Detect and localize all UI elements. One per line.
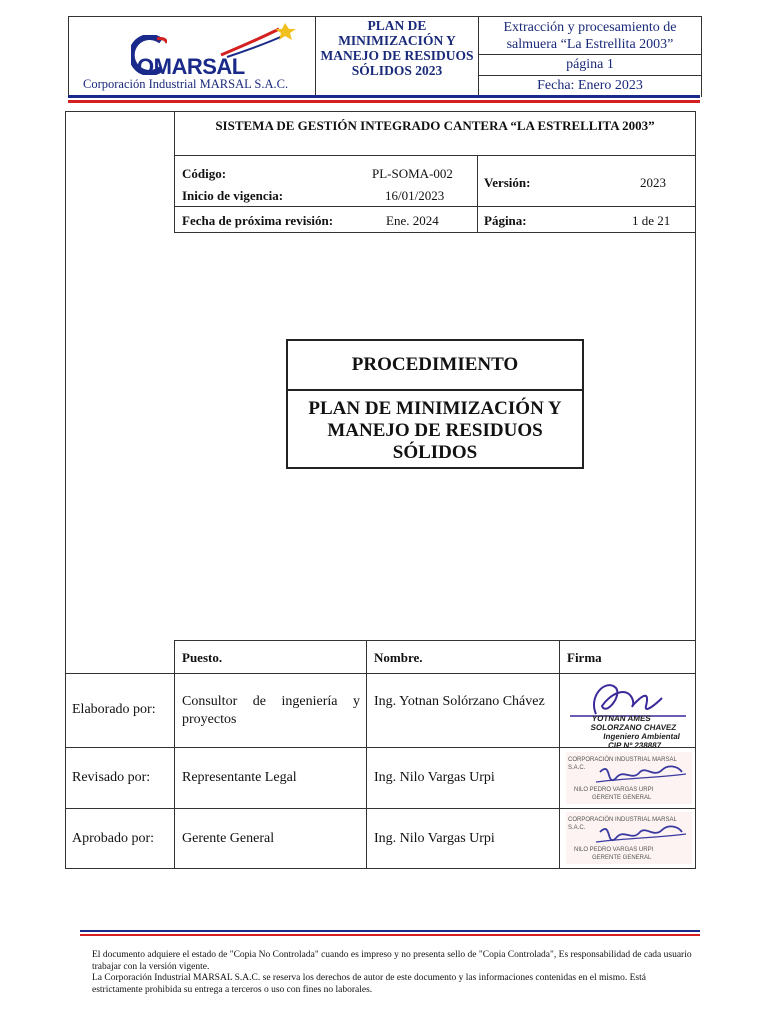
page-value: 1 de 21 bbox=[632, 213, 671, 228]
logo-cell bbox=[69, 17, 316, 97]
row-approved-name: Ing. Nilo Vargas Urpi bbox=[374, 831, 495, 846]
row-prepared-name: Ing. Yotnan Solórzano Chávez bbox=[374, 694, 545, 709]
review-value: Ene. 2024 bbox=[386, 213, 439, 228]
version-value: 2023 bbox=[640, 175, 666, 190]
logo-text: OMARSAL bbox=[137, 54, 245, 79]
signature-stamp-reviewed bbox=[566, 752, 692, 804]
row-reviewed-position: Representante Legal bbox=[182, 770, 297, 785]
project-name: Extracción y procesamiento de salmuera “La Estrellita 2003” bbox=[479, 17, 701, 55]
col-header-name: Nombre. bbox=[374, 650, 423, 665]
handwritten-signature-icon bbox=[566, 812, 692, 864]
header-divider bbox=[68, 95, 700, 103]
logo-swoosh-icon bbox=[219, 19, 299, 59]
stamp1-line4: CIP Nº 238887 bbox=[607, 741, 662, 750]
company-name: Corporación Industrial MARSAL S.A.C. bbox=[83, 77, 289, 91]
document-title: PLAN DE MINIMIZACIÓN Y MANEJO DE RESIDUOS SÓLIDOS 2023 bbox=[316, 17, 479, 98]
row-approved-role: Aprobado por: bbox=[72, 831, 155, 846]
header-date: Fecha: Enero 2023 bbox=[537, 78, 643, 93]
row-reviewed-role: Revisado por: bbox=[72, 770, 151, 785]
col-header-signature: Firma bbox=[567, 650, 602, 665]
handwritten-signature-icon bbox=[566, 752, 692, 804]
system-title: SISTEMA DE GESTIÓN INTEGRADO CANTERA “LA ESTRELLITA 2003” bbox=[215, 118, 655, 133]
stamp3-line3: GERENTE GENERAL bbox=[592, 855, 652, 861]
signature-stamp-prepared bbox=[566, 676, 692, 750]
stamp2-line1: CORPORACIÓN INDUSTRIAL MARSAL S.A.C. bbox=[568, 757, 677, 771]
stamp1-line2: SOLORZANO CHAVEZ bbox=[590, 723, 677, 732]
footer-line2: La Corporación Industrial MARSAL S.A.C. se reserva los derechos de autor de este documento y las informaciones contenidas en el mismo. Está estrictamente prohibida su entrega a terceros o uso con fines no laborales. bbox=[92, 973, 646, 995]
col-header-position: Puesto. bbox=[182, 650, 223, 665]
header-info-cell bbox=[479, 17, 701, 97]
header-page: página 1 bbox=[479, 55, 701, 76]
stamp3-line2: NILO PEDRO VARGAS URPI bbox=[574, 847, 654, 853]
code-label: Código: bbox=[182, 166, 227, 181]
stamp2-line2: NILO PEDRO VARGAS URPI bbox=[574, 787, 654, 793]
stamp2-line3: GERENTE GENERAL bbox=[592, 795, 652, 801]
stamp1-line3: Ingeniero Ambiental bbox=[602, 732, 681, 741]
document-header bbox=[68, 16, 702, 97]
row-prepared-role: Elaborado por: bbox=[72, 702, 156, 717]
review-label: Fecha de próxima revisión: bbox=[182, 213, 334, 228]
row-reviewed-name: Ing. Nilo Vargas Urpi bbox=[374, 770, 495, 785]
stamp3-line1: CORPORACIÓN INDUSTRIAL MARSAL S.A.C. bbox=[568, 817, 677, 831]
code-value: PL-SOMA-002 bbox=[372, 166, 453, 181]
start-label: Inicio de vigencia: bbox=[182, 188, 284, 203]
version-label: Versión: bbox=[484, 175, 531, 190]
page-label: Página: bbox=[484, 213, 527, 228]
footer-line1: El documento adquiere el estado de "Copia No Controlada" cuando es impreso y no presenta sello de "Copia Controlada", Es responsabilidad de cada usuario trabajar con la versión vigente. bbox=[92, 950, 692, 972]
footer-divider bbox=[80, 930, 700, 936]
procedure-heading: PROCEDIMIENTO bbox=[288, 341, 582, 391]
signature-stamp-approved bbox=[566, 812, 692, 864]
stamp1-line1: YOTNAN AMES bbox=[591, 714, 652, 723]
footer-disclaimer bbox=[92, 950, 692, 996]
row-approved-position: Gerente General bbox=[182, 831, 275, 846]
procedure-title: PLAN DE MINIMIZACIÓN Y MANEJO DE RESIDUOS SÓLIDOS bbox=[308, 398, 562, 463]
row-prepared-position: Consultor de ingeniería y proyectos bbox=[182, 694, 360, 727]
procedure-box bbox=[286, 339, 584, 469]
start-value: 16/01/2023 bbox=[385, 188, 445, 203]
